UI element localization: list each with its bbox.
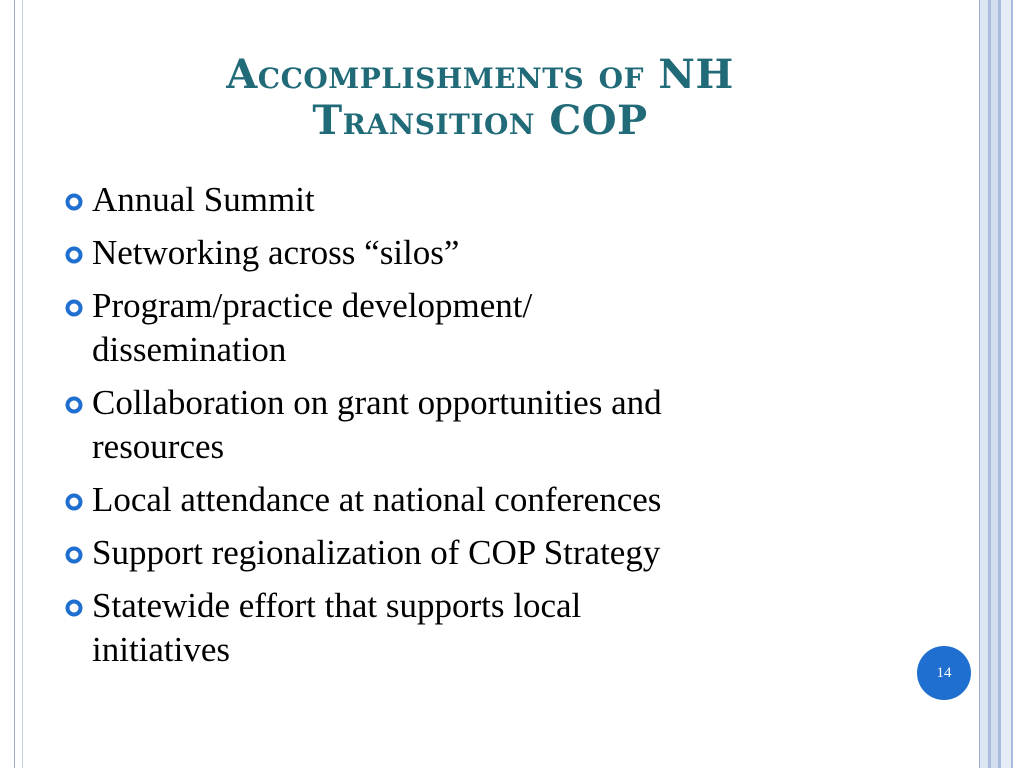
slide-title — [60, 52, 900, 144]
slide-title-line-2: Transition COP — [312, 97, 648, 144]
bullet-list — [62, 178, 942, 681]
decorative-stripe — [1001, 0, 1011, 768]
ring-bullet-icon — [64, 192, 84, 212]
bullet-text-line: Program/practice development/ — [92, 286, 533, 325]
ring-bullet-icon — [64, 598, 84, 618]
ring-bullet-icon — [64, 492, 84, 512]
bullet-text-line: Networking across “silos” — [92, 233, 460, 272]
slide-title-line-1: Accomplishments of NH — [226, 51, 734, 98]
bullet-item — [62, 284, 942, 372]
page-number: 14 — [936, 664, 952, 681]
decorative-stripe — [991, 0, 998, 768]
bullet-text-line: Annual Summit — [92, 180, 315, 219]
ring-bullet-icon — [64, 395, 84, 415]
bullet-text-line: Collaboration on grant opportunities and — [92, 383, 662, 422]
ring-bullet-icon — [64, 245, 84, 265]
bullet-text-line: dissemination — [92, 330, 287, 369]
bullet-item — [62, 531, 942, 575]
decorative-stripe — [1011, 0, 1013, 768]
bullet-item — [62, 584, 942, 672]
bullet-text-line: resources — [92, 427, 225, 466]
bullet-item — [62, 178, 942, 222]
decorative-stripe — [980, 0, 988, 768]
bullet-text-line: Local attendance at national conferences — [92, 480, 662, 519]
bullet-item — [62, 381, 942, 469]
bullet-text-line: Support regionalization of COP Strategy — [92, 533, 661, 572]
bullet-item — [62, 231, 942, 275]
bullet-text-line: Statewide effort that supports local — [92, 586, 582, 625]
bullet-text-line: initiatives — [92, 630, 231, 669]
bullet-item — [62, 478, 942, 522]
ring-bullet-icon — [64, 545, 84, 565]
ring-bullet-icon — [64, 298, 84, 318]
page-number-badge — [917, 646, 971, 700]
